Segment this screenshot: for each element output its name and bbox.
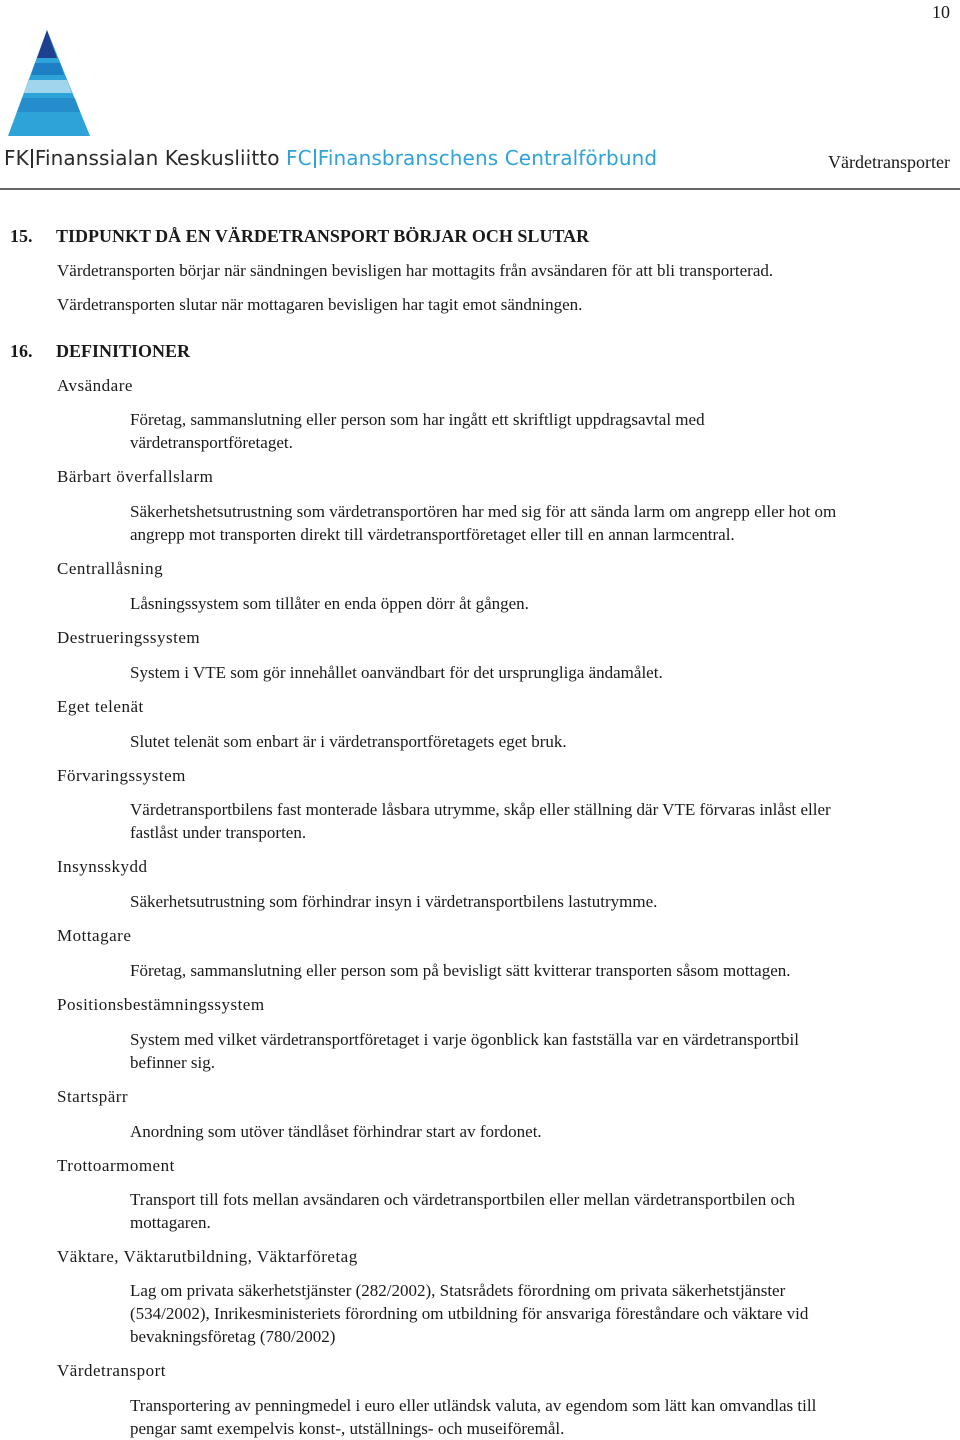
definition-term: Positionsbestämningssystem bbox=[57, 995, 265, 1014]
definition-text: Företag, sammanslutning eller person som på bevisligt sätt kvitterar transporten såsom mottagen. bbox=[130, 961, 791, 980]
definition-text: Slutet telenät som enbart är i värdetransportföretagets eget bruk. bbox=[130, 732, 567, 751]
definition-text: Lag om privata säkerhetstjänster (282/2002), Statsrådets förordning om privata säkerhetstjänster bbox=[130, 1281, 786, 1300]
definition-text: mottagaren. bbox=[130, 1213, 211, 1232]
definition-term: Centrallåsning bbox=[57, 559, 164, 578]
definition-term: Förvaringssystem bbox=[57, 766, 186, 785]
body-text: Värdetransporten slutar när mottagaren bevisligen har tagit emot sändningen. bbox=[57, 295, 583, 314]
definition-text: Låsningssystem som tillåter en enda öppen dörr åt gången. bbox=[130, 594, 529, 613]
separator-bar bbox=[314, 149, 316, 168]
definition-text: värdetransportföretaget. bbox=[130, 433, 293, 452]
org-fc-name: Finansbranschens Centralförbund bbox=[317, 146, 658, 170]
definition-text: Företag, sammanslutning eller person som har ingått ett skriftligt uppdragsavtal med bbox=[130, 410, 705, 429]
definition-term: Avsändare bbox=[57, 376, 133, 395]
body-text: Värdetransporten börjar när sändningen bevisligen har mottagits från avsändaren för att bli transporterad. bbox=[57, 261, 774, 280]
header-divider bbox=[0, 188, 960, 190]
org-fk-name: Finanssialan Keskusliitto bbox=[34, 146, 280, 170]
definition-text: Anordning som utöver tändlåset förhindrar start av fordonet. bbox=[130, 1122, 542, 1141]
definition-term: Eget telenät bbox=[57, 697, 144, 716]
definition-term: Mottagare bbox=[57, 926, 132, 945]
definition-text: Transportering av penningmedel i euro eller utländsk valuta, av egendom som lätt kan omvandlas till bbox=[130, 1396, 817, 1415]
org-fk-abbr: FK bbox=[4, 146, 29, 170]
section-heading: 16. DEFINITIONER bbox=[10, 341, 191, 361]
organization-name bbox=[4, 146, 657, 170]
definition-text: fastlåst under transporten. bbox=[130, 823, 307, 842]
definition-text: Transport till fots mellan avsändaren och värdetransportbilen eller mellan värdetransportbilen och bbox=[130, 1190, 796, 1209]
definition-text: angrepp mot transporten direkt till värdetransportföretaget eller till en annan larmcentral. bbox=[130, 525, 735, 544]
definition-text: Värdetransportbilens fast monterade låsbara utrymme, skåp eller ställning där VTE förvaras inlåst eller bbox=[130, 800, 831, 819]
definition-term: Bärbart överfallslarm bbox=[57, 467, 214, 486]
page-number: 10 bbox=[932, 2, 950, 22]
definition-text: System i VTE som gör innehållet oanvändbart för det ursprungliga ändamålet. bbox=[130, 663, 663, 682]
separator-bar bbox=[31, 149, 33, 168]
definition-text: (534/2002), Inrikesministeriets förordning om utbildning för ansvariga föreståndare och väktare vid bbox=[130, 1304, 809, 1323]
fk-logo-icon bbox=[4, 30, 90, 136]
org-fc-abbr: FC bbox=[286, 146, 312, 170]
definition-text: Säkerhetshetsutrustning som värdetransportören har med sig för att sända larm om angrepp eller hot om bbox=[130, 502, 837, 521]
definition-text: bevakningsföretag (780/2002) bbox=[130, 1327, 336, 1346]
definition-term: Trottoarmoment bbox=[57, 1156, 175, 1175]
definition-text: pengar samt exempelvis konst-, utställnings- och museiföremål. bbox=[130, 1419, 565, 1438]
section-heading: 15. TIDPUNKT DÅ EN VÄRDETRANSPORT BÖRJAR OCH SLUTAR bbox=[10, 226, 590, 246]
definition-text: System med vilket värdetransportföretaget i varje ögonblick kan fastställa var en värdetransportbil bbox=[130, 1030, 799, 1049]
definition-term: Destrueringssystem bbox=[57, 628, 201, 647]
definition-term: Insynsskydd bbox=[57, 857, 148, 876]
definition-term: Värdetransport bbox=[57, 1361, 166, 1380]
definition-term: Väktare, Väktarutbildning, Väktarföretag bbox=[57, 1247, 358, 1266]
definition-text: befinner sig. bbox=[130, 1053, 215, 1072]
document-title: Värdetransporter bbox=[828, 152, 950, 172]
definition-term: Startspärr bbox=[57, 1087, 129, 1106]
definition-text: Säkerhetsutrustning som förhindrar insyn i värdetransportbilens lastutrymme. bbox=[130, 892, 658, 911]
